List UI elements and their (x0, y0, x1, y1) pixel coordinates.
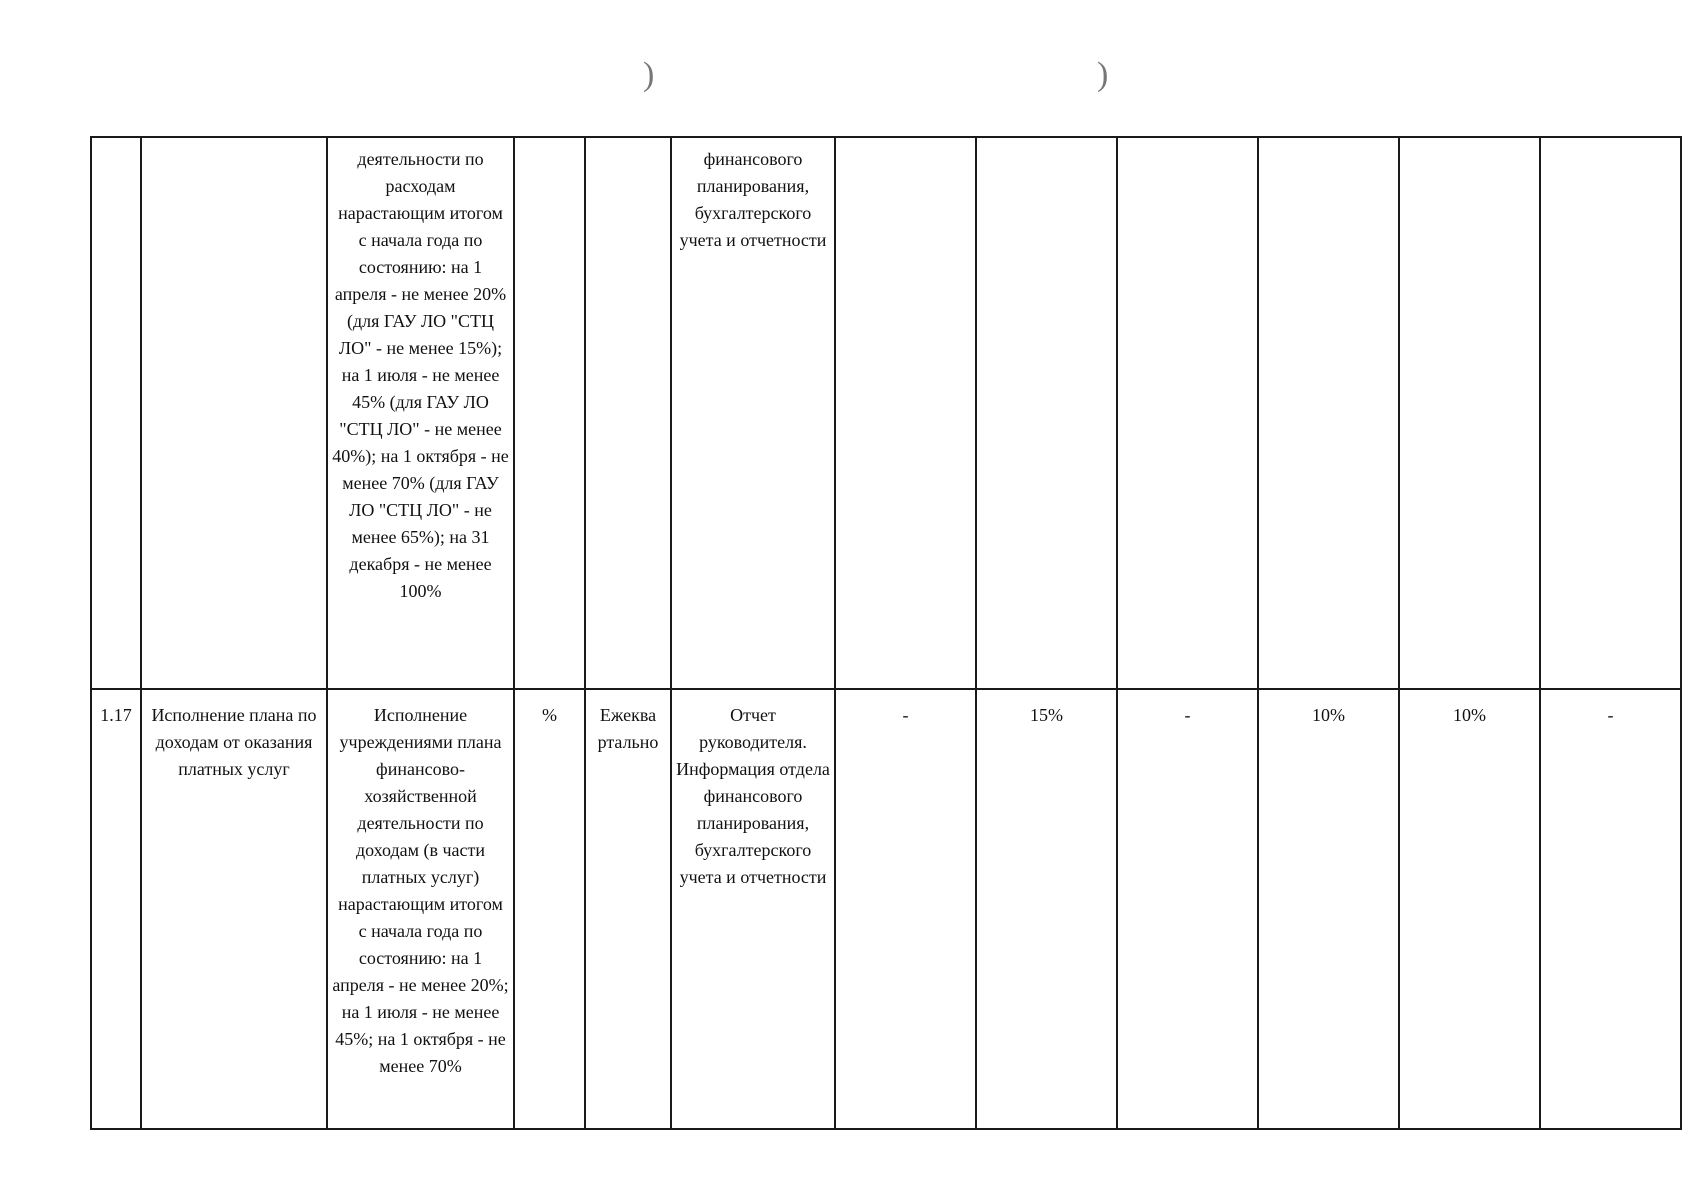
value-cell: 10% (1258, 689, 1399, 1129)
scan-mark-right: ) (1097, 56, 1109, 93)
value-cell: - (835, 689, 976, 1129)
data-source: Отчет руководителя. Информация отдела финансового планирования, бухгалтерского учета и отчетности (671, 689, 835, 1129)
indicator-description: деятельности по расходам нарастающим итогом с начала года по состоянию: на 1 апреля - не менее 20% (для ГАУ ЛО "СТЦ ЛО" - не менее 15%); на 1 июля - не менее 45% (для ГАУ ЛО "СТЦ ЛО" - не менее 40%); на 1 октября - не менее 70% (для ГАУ ЛО "СТЦ ЛО" - не менее 65%); на 31 декабря - не менее 100% (327, 137, 514, 689)
value-cell (976, 137, 1117, 689)
table-row (91, 137, 1681, 689)
indicator-name: Исполнение плана по доходам от оказания платных услуг (141, 689, 327, 1129)
value-cell: 10% (1399, 689, 1540, 1129)
value-cell: - (1540, 689, 1681, 1129)
value-cell (835, 137, 976, 689)
indicator-table (90, 136, 1682, 1130)
unit (514, 137, 585, 689)
row-number: 1.17 (91, 689, 141, 1129)
value-cell (1258, 137, 1399, 689)
row-number (91, 137, 141, 689)
value-cell: 15% (976, 689, 1117, 1129)
indicator-name (141, 137, 327, 689)
value-cell: - (1117, 689, 1258, 1129)
value-cell (1117, 137, 1258, 689)
data-source: финансового планирования, бухгалтерского учета и отчетности (671, 137, 835, 689)
indicator-description: Исполнение учреждениями плана финансово-хозяйственной деятельности по доходам (в части платных услуг) нарастающим итогом с начала года по состоянию: на 1 апреля - не менее 20%; на 1 июля - не менее 45%; на 1 октября - не менее 70% (327, 689, 514, 1129)
value-cell (1540, 137, 1681, 689)
unit: % (514, 689, 585, 1129)
value-cell (1399, 137, 1540, 689)
periodicity: Ежеква ртально (585, 689, 671, 1129)
table-row (91, 689, 1681, 1129)
scan-mark-left: ) (643, 56, 655, 93)
periodicity (585, 137, 671, 689)
